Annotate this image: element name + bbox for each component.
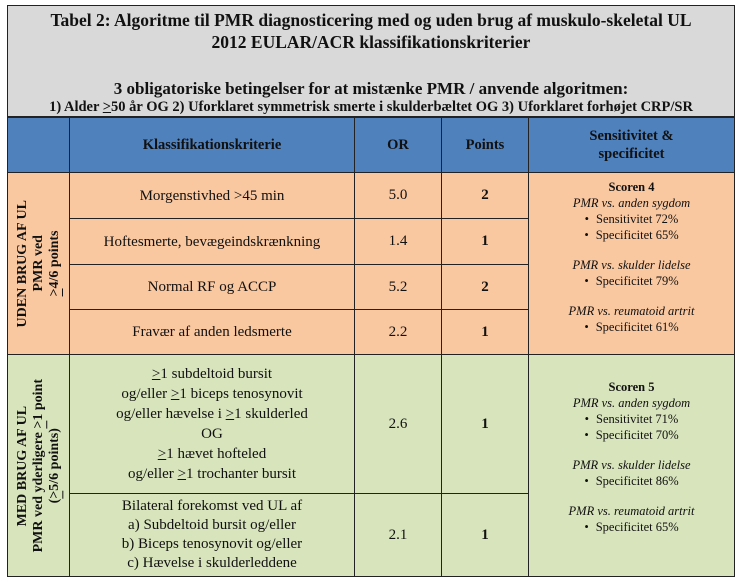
criterion-line (128, 464, 296, 484)
side-line: UDEN BRUG AF UL (14, 199, 30, 328)
or-cell: 2.1 (354, 493, 442, 577)
criterion-line: OG (201, 426, 223, 442)
geq-symbol: > (177, 466, 187, 482)
points-cell: 2 (441, 172, 529, 219)
points-cell: 1 (441, 493, 529, 577)
geq-symbol: > (170, 386, 180, 402)
comparison-label: PMR vs. reumatoid artrit (568, 304, 695, 318)
comparison-label: PMR vs. skulder lidelse (572, 258, 691, 272)
column-header-points: Points (441, 117, 529, 173)
criterion-text: og/eller (127, 466, 178, 482)
comparison-label: PMR vs. reumatoid artrit (568, 504, 695, 518)
side-text: 5/6 points) (46, 427, 62, 491)
side-line (47, 379, 63, 552)
geq-symbol: > (102, 99, 112, 115)
criterion-cell (69, 354, 355, 494)
geq-symbol: > (30, 420, 46, 429)
specificity-value: • Specificitet 79% (572, 273, 690, 289)
title-line-1: Tabel 2: Algoritme til PMR diagnosticering med og uden brug af muskulo-skeletal UL (50, 10, 692, 30)
points-cell: 2 (441, 264, 529, 310)
conditions-heading: 3 obligatoriske betingelser for at mistænke PMR / anvende algoritmen: (113, 79, 629, 98)
geq-symbol: > (46, 490, 62, 499)
score-label: Scoren 5 (608, 380, 655, 394)
side-text: ( (46, 498, 62, 504)
sensitivity-value: • Sensitivitet 72% (573, 211, 690, 227)
with-ul-sensitivity-cell (528, 354, 735, 577)
conditions-list (8, 96, 734, 118)
geq-symbol: > (46, 288, 62, 297)
sensitivity-value: • Sensitivitet 71% (573, 411, 690, 427)
side-label-text (15, 200, 63, 327)
column-header-empty (7, 117, 70, 173)
comparison-label: PMR vs. anden sygdom (572, 396, 691, 410)
points-cell: 1 (441, 354, 529, 494)
table-title (16, 9, 726, 53)
specificity-value: • Specificitet 61% (569, 319, 695, 335)
points-cell: 1 (441, 309, 529, 355)
score-group (573, 379, 690, 443)
geq-symbol: > (225, 406, 235, 422)
criterion-text: og/eller hævelse i (116, 406, 226, 422)
criterion-line (121, 384, 302, 404)
criterion-line (152, 364, 272, 384)
criterion-line: a) Subdeltoid bursit og/eller (128, 517, 296, 533)
table-document (7, 5, 735, 577)
criteria-table (7, 117, 735, 577)
specificity-value: • Specificitet 65% (573, 227, 690, 243)
or-cell: 1.4 (354, 218, 442, 265)
side-label-text (15, 379, 63, 552)
header-text: specificitet (598, 146, 665, 162)
header-text: Sensitivitet & (589, 128, 674, 144)
column-header-or: OR (354, 117, 442, 173)
or-cell: 5.0 (354, 172, 442, 219)
or-cell: 2.2 (354, 309, 442, 355)
criterion-cell: Morgenstivhed >45 min (69, 172, 355, 219)
without-ul-sensitivity-cell (528, 172, 735, 355)
condition-text: 50 år OG 2) Uforklaret symmetrisk smerte i skulderbæltet OG 3) Uforklaret forhøjet CRP/SR (111, 99, 693, 115)
criterion-text: og/eller (121, 386, 171, 402)
criterion-line: c) Hævelse i skulderleddene (127, 555, 297, 571)
criterion-line: b) Biceps tenosynovit og/eller (121, 536, 303, 552)
criterion-text: 1 skulderled (234, 406, 308, 422)
or-cell: 2.6 (354, 354, 442, 494)
column-header-criteria: Klassifikationskriterie (69, 117, 355, 173)
or-cell: 5.2 (354, 264, 442, 310)
score-group (569, 303, 695, 335)
criterion-line (116, 404, 308, 424)
points-cell: 1 (441, 218, 529, 265)
score-group (569, 503, 695, 535)
without-ul-side-label (7, 172, 70, 355)
criterion-text: 1 subdeltoid bursit (160, 366, 273, 382)
geq-symbol: > (151, 366, 161, 382)
criterion-cell: Hoftesmerte, bevægeindskrænkning (69, 218, 355, 265)
criterion-cell (69, 493, 355, 577)
side-line: MED BRUG AF UL (14, 405, 30, 526)
specificity-value: • Specificitet 86% (572, 473, 690, 489)
score-label: Scoren 4 (608, 180, 655, 194)
score-group (572, 257, 690, 289)
score-group (573, 179, 690, 243)
title-line-2: 2012 EULAR/ACR klassifikationskriterier (211, 32, 531, 52)
criterion-text: 1 trochanter bursit (186, 466, 296, 482)
side-text: PMR ved yderligere (30, 428, 46, 553)
comparison-label: PMR vs. anden sygdom (572, 196, 691, 210)
criterion-text: 1 hævet hofteled (166, 446, 267, 462)
criterion-text: 1 biceps tenosynovit (179, 386, 303, 402)
geq-symbol: > (157, 446, 167, 462)
with-ul-side-label (7, 354, 70, 577)
table-header (7, 5, 735, 117)
condition-text: 1) Alder (49, 99, 103, 115)
side-line: PMR ved (30, 235, 46, 292)
side-text: 4/6 points (46, 230, 62, 289)
score-group (572, 457, 690, 489)
criterion-cell: Normal RF og ACCP (69, 264, 355, 310)
side-text: 1 point (30, 378, 46, 421)
criterion-cell: Fravær af anden ledsmerte (69, 309, 355, 355)
specificity-value: • Specificitet 70% (573, 427, 690, 443)
criterion-line (158, 444, 266, 464)
criterion-line: Bilateral forekomst ved UL af (121, 498, 303, 514)
specificity-value: • Specificitet 65% (569, 519, 695, 535)
column-header-sensitivity (528, 117, 735, 173)
comparison-label: PMR vs. skulder lidelse (572, 458, 691, 472)
side-line (47, 200, 63, 327)
side-line (31, 379, 47, 552)
